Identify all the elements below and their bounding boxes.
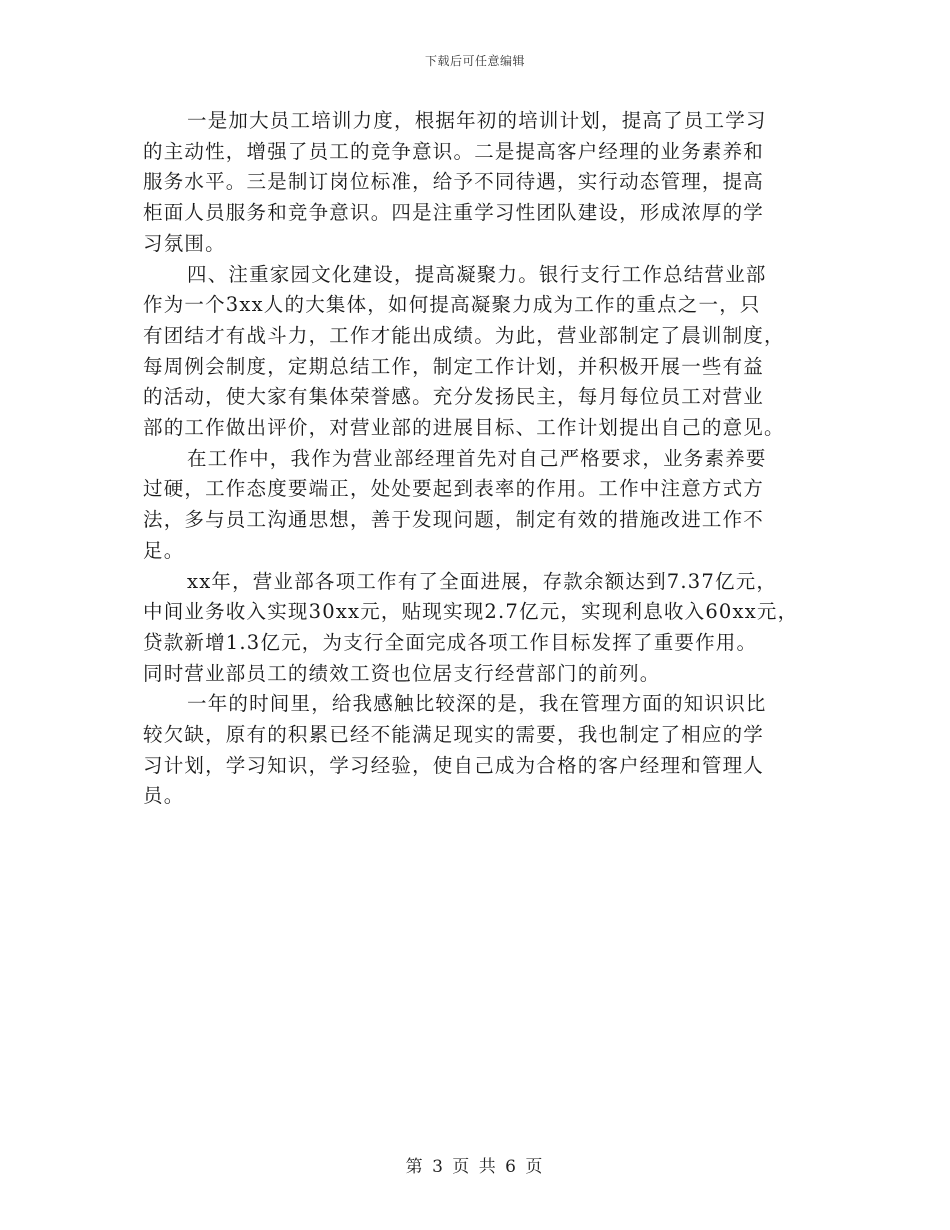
paragraph-4 (143, 567, 803, 690)
paragraph-line: 每周例会制度，定期总结工作，制定工作计划，并积极开展一些有益 (143, 354, 765, 378)
paragraph-line: 较欠缺，原有的积累已经不能满足现实的需要，我也制定了相应的学 (143, 723, 765, 747)
paragraph-line: 作为一个3xx人的大集体，如何提高凝聚力成为工作的重点之一，只 (143, 293, 761, 317)
paragraph-line: 足。 (143, 538, 185, 562)
paragraph-line: 在工作中，我作为营业部经理首先对自己严格要求，业务素养要 (187, 446, 767, 470)
paragraph-line: 同时营业部员工的绩效工资也位居支行经营部门的前列。 (143, 661, 661, 685)
paragraph-line: 一年的时间里，给我感触比较深的是，我在管理方面的知识识比 (187, 692, 767, 716)
paragraph-line: 部的工作做出评价，对营业部的进展目标、工作计划提出自己的意见。 (143, 416, 785, 440)
paragraph-line: 员。 (143, 784, 185, 808)
paragraph-2 (143, 260, 803, 444)
paragraph-line: 习计划，学习知识，学习经验，使自己成为合格的客户经理和管理人 (143, 753, 765, 777)
paragraph-3 (143, 444, 803, 567)
paragraph-line: 柜面人员服务和竞争意识。四是注重学习性团队建设，形成浓厚的学 (143, 201, 765, 225)
paragraph-line: xx年，营业部各项工作有了全面进展，存款余额达到7.37亿元， (187, 569, 778, 593)
paragraph-line: 法，多与员工沟通思想，善于发现问题，制定有效的措施改进工作不 (143, 508, 765, 532)
paragraph-line: 的主动性，增强了员工的竞争意识。二是提高客户经理的业务素养和 (143, 139, 765, 163)
paragraph-line: 有团结才有战斗力，工作才能出成绩。为此，营业部制定了晨训制度， (143, 323, 785, 347)
page-number: 第 3 页 共 6 页 (405, 1157, 545, 1177)
paragraph-line: 的活动，使大家有集体荣誉感。充分发扬民主，每月每位员工对营业 (143, 385, 765, 409)
page-header-note: 下载后可任意编辑 (424, 54, 525, 68)
paragraph-line: 中间业务收入实现30xx元，贴现实现2.7亿元，实现利息收入60xx元， (143, 600, 799, 624)
paragraph-line: 四、注重家园文化建设，提高凝聚力。银行支行工作总结营业部 (187, 262, 767, 286)
paragraph-5 (143, 689, 803, 812)
paragraph-line: 习氛围。 (143, 231, 226, 255)
paragraph-line: 过硬，工作态度要端正，处处要起到表率的作用。工作中注意方式方 (143, 477, 765, 501)
paragraph-line: 一是加大员工培训力度，根据年初的培训计划，提高了员工学习 (187, 109, 767, 132)
paragraph-1 (143, 106, 803, 260)
paragraph-line: 贷款新增1.3亿元，为支行全面完成各项工作目标发挥了重要作用。 (143, 630, 758, 654)
paragraph-line: 服务水平。三是制订岗位标准，给予不同待遇，实行动态管理，提高 (143, 170, 765, 194)
document-body (143, 106, 803, 812)
